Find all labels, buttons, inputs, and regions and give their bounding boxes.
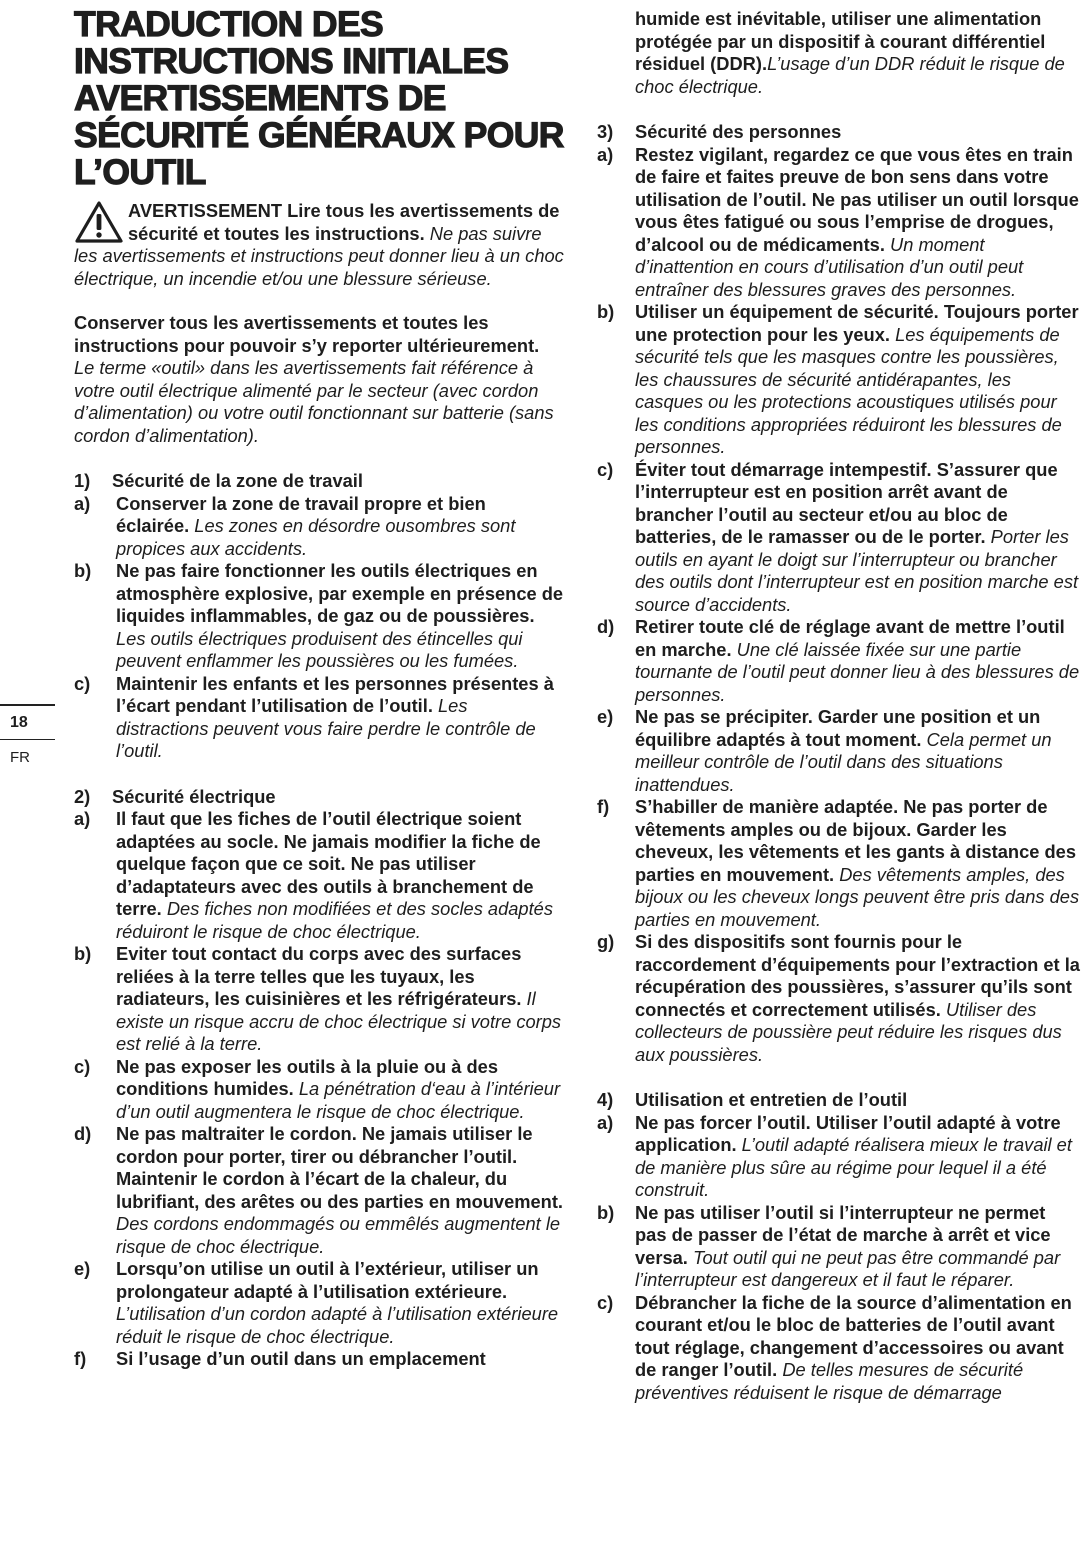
section-heading: 4) Utilisation et entretien de l’outil (597, 1089, 908, 1110)
list-item: a) Il faut que les fiches de l’outil électrique soient adaptées au socle. Ne jamais modifier la fiche de quelque façon que ce soit. Ne pas utiliser d’adaptateurs avec des outils à branchement de terre. Des fiches non modifiées et des socles adaptés réduiront le risque de choc électrique. (74, 808, 553, 942)
list-item: f) Si l’usage d’un outil dans un emplacement (74, 1348, 486, 1369)
list-item: c) Débrancher la fiche de la source d’alimentation en courant et/ou le bloc de batteries de l’outil avant tout réglage, changement d’accessoires ou avant de ranger l’outil. De telles mesures de sécurité préventives réduisent le risque de démarrage (597, 1291, 1072, 1403)
keep-instructions-bold: Conserver tous les avertissements et toutes les instructions pour pouvoir s’y reporter ultérieurement. (74, 312, 540, 356)
list-item: e) Ne pas se précipiter. Garder une position et un équilibre adaptés à tout moment. Cela permet un meilleur contrôle de l’outil dans des situations inattendues. (597, 706, 1052, 795)
list-item: c) Maintenir les enfants et les personnes présentes à l’écart pendant l’utilisation de l’outil. Les distractions peuvent vous faire perdre le contrôle de l’outil. (74, 672, 554, 761)
warning-block (74, 200, 564, 290)
warning-bold: AVERTISSEMENT Lire tous les avertissements de sécurité et toutes les instructions. (128, 200, 560, 244)
section-heading: 2) Sécurité électrique (74, 785, 276, 807)
list-item: e) Lorsqu’on utilise un outil à l’extérieur, utiliser un prolongateur adapté à l’utilisation extérieure. L’utilisation d’un cordon adapté à l’utilisation extérieure réduit le risque de choc électrique. (74, 1258, 559, 1347)
section-heading: 3) Sécurité des personnes (597, 121, 842, 142)
list-item: b) Ne pas faire fonctionner les outils électriques en atmosphère explosive, par exemple en présence de liquides inflammables, de gaz ou de poussières. Les outils électriques produisent des étincelles qui peuvent enflammer les poussières ou les fumées. (74, 560, 564, 671)
list-item: a) Ne pas forcer l’outil. Utiliser l’outil adapté à votre application. L’outil adapté réalisera mieux le travail et de manière plus sûre au régime pour lequel il a été construit. (597, 1111, 1072, 1200)
list-item: a) Conserver la zone de travail propre et bien éclairée. Les zones en désordre ousombres sont propices aux accidents. (74, 492, 516, 559)
left-column (74, 0, 564, 1371)
section-heading: 1) Sécurité de la zone de travail (74, 470, 363, 491)
language-label: FR (10, 749, 30, 766)
page-margin-tab (0, 704, 55, 768)
page-number: 18 (10, 713, 28, 731)
warning-text: Ne pas suivre les avertissements et instructions peut donner lieu à un choc électrique, un incendie et/ou une blessure sérieuse. (74, 222, 564, 289)
keep-instructions-text: Le terme «outil» dans les avertissements fait référence à votre outil électrique alimenté par le secteur (avec cordon d’alimentation) ou votre outil fonctionnant sur batterie (sans cordon d’alimentation). (74, 357, 554, 446)
list-item-continued: humide est inévitable, utiliser une alimentation protégée par un dispositif à courant différentiel résiduel (DDR).L’usage d’un DDR réduit le risque de choc électrique. (635, 8, 1065, 97)
page-title: TRADUCTION DES INSTRUCTIONS INITIALES AVERTISSEMENTS DE SÉCURITÉ GÉNÉRAUX POUR L’OUTIL (74, 4, 564, 192)
warning-triangle-icon (74, 200, 124, 244)
list-item: b) Ne pas utiliser l’outil si l’interrupteur ne permet pas de passer de l’état de marche à arrêt et vice versa. Tout outil qui ne peut pas être commandé par l’interrupteur est dangereux et il faut le réparer. (597, 1201, 1061, 1290)
list-item: d) Ne pas maltraiter le cordon. Ne jamais utiliser le cordon pour porter, tirer ou débrancher l’outil. Maintenir le cordon à l’écart de la chaleur, du lubrifiant, des arêtes ou des parties en mouvement. Des cordons endommagés ou emmêlés augmentent le risque de choc électrique. (74, 1123, 563, 1257)
list-item: f) S’habiller de manière adaptée. Ne pas porter de vêtements amples ou de bijoux. Garder les cheveux, les vêtements et les gants à distance des parties en mouvement. Des vêtements amples, des bijoux ou les cheveux longs peuvent être pris dans des parties en mouvement. (597, 796, 1080, 930)
list-item: b) Utiliser un équipement de sécurité. Toujours porter une protection pour les yeux. Les équipements de sécurité tels que les masques contre les poussières, les chaussures de sécurité antidérapantes, les casques ou les protections acoustiques utilisés pour les conditions appropriées réduiront les blessures de personnes. (597, 301, 1079, 457)
right-column (597, 0, 1081, 1404)
list-item: a) Restez vigilant, regardez ce que vous êtes en train de faire et faites preuve de bon sens dans votre utilisation de l’outil. Ne pas utiliser un outil lorsque vous êtes fatigué ou sous l’emprise de drogues, d’alcool ou de médicaments. Un moment d’inattention en cours d’utilisation d’un outil peut entraîner des blessures graves des personnes. (597, 143, 1079, 300)
list-item: c) Éviter tout démarrage intempestif. S’assurer que l’interrupteur est en position arrêt avant de brancher l’outil au secteur et/ou au bloc de batteries, de le ramasser ou de le porter. Porter les outils en ayant le doigt sur l’interrupteur ou brancher des outils dont l’interrupteur est en position marche est source d’accidents. (597, 458, 1079, 615)
list-item: g) Si des dispositifs sont fournis pour le raccordement d’équipements pour l’extraction et la récupération des poussières, s’assurer qu’ils sont connectés et correctement utilisés. Utiliser des collecteurs de poussière peut réduire les risques dus aux poussières. (597, 931, 1080, 1065)
list-item: d) Retirer toute clé de réglage avant de mettre l’outil en marche. Une clé laissée fixée sur une partie tournante de l’outil peut donner lieu à des blessures de personnes. (597, 616, 1080, 705)
list-item: c) Ne pas exposer les outils à la pluie ou à des conditions humides. La pénétration d‘eau à l’intérieur d’un outil augmentera le risque de choc électrique. (74, 1055, 561, 1122)
list-item: b) Eviter tout contact du corps avec des surfaces reliées à la terre telles que les tuyaux, les radiateurs, les cuisinières et les réfrigérateurs. Il existe un risque accru de choc électrique si votre corps est relié à la terre. (74, 943, 562, 1054)
